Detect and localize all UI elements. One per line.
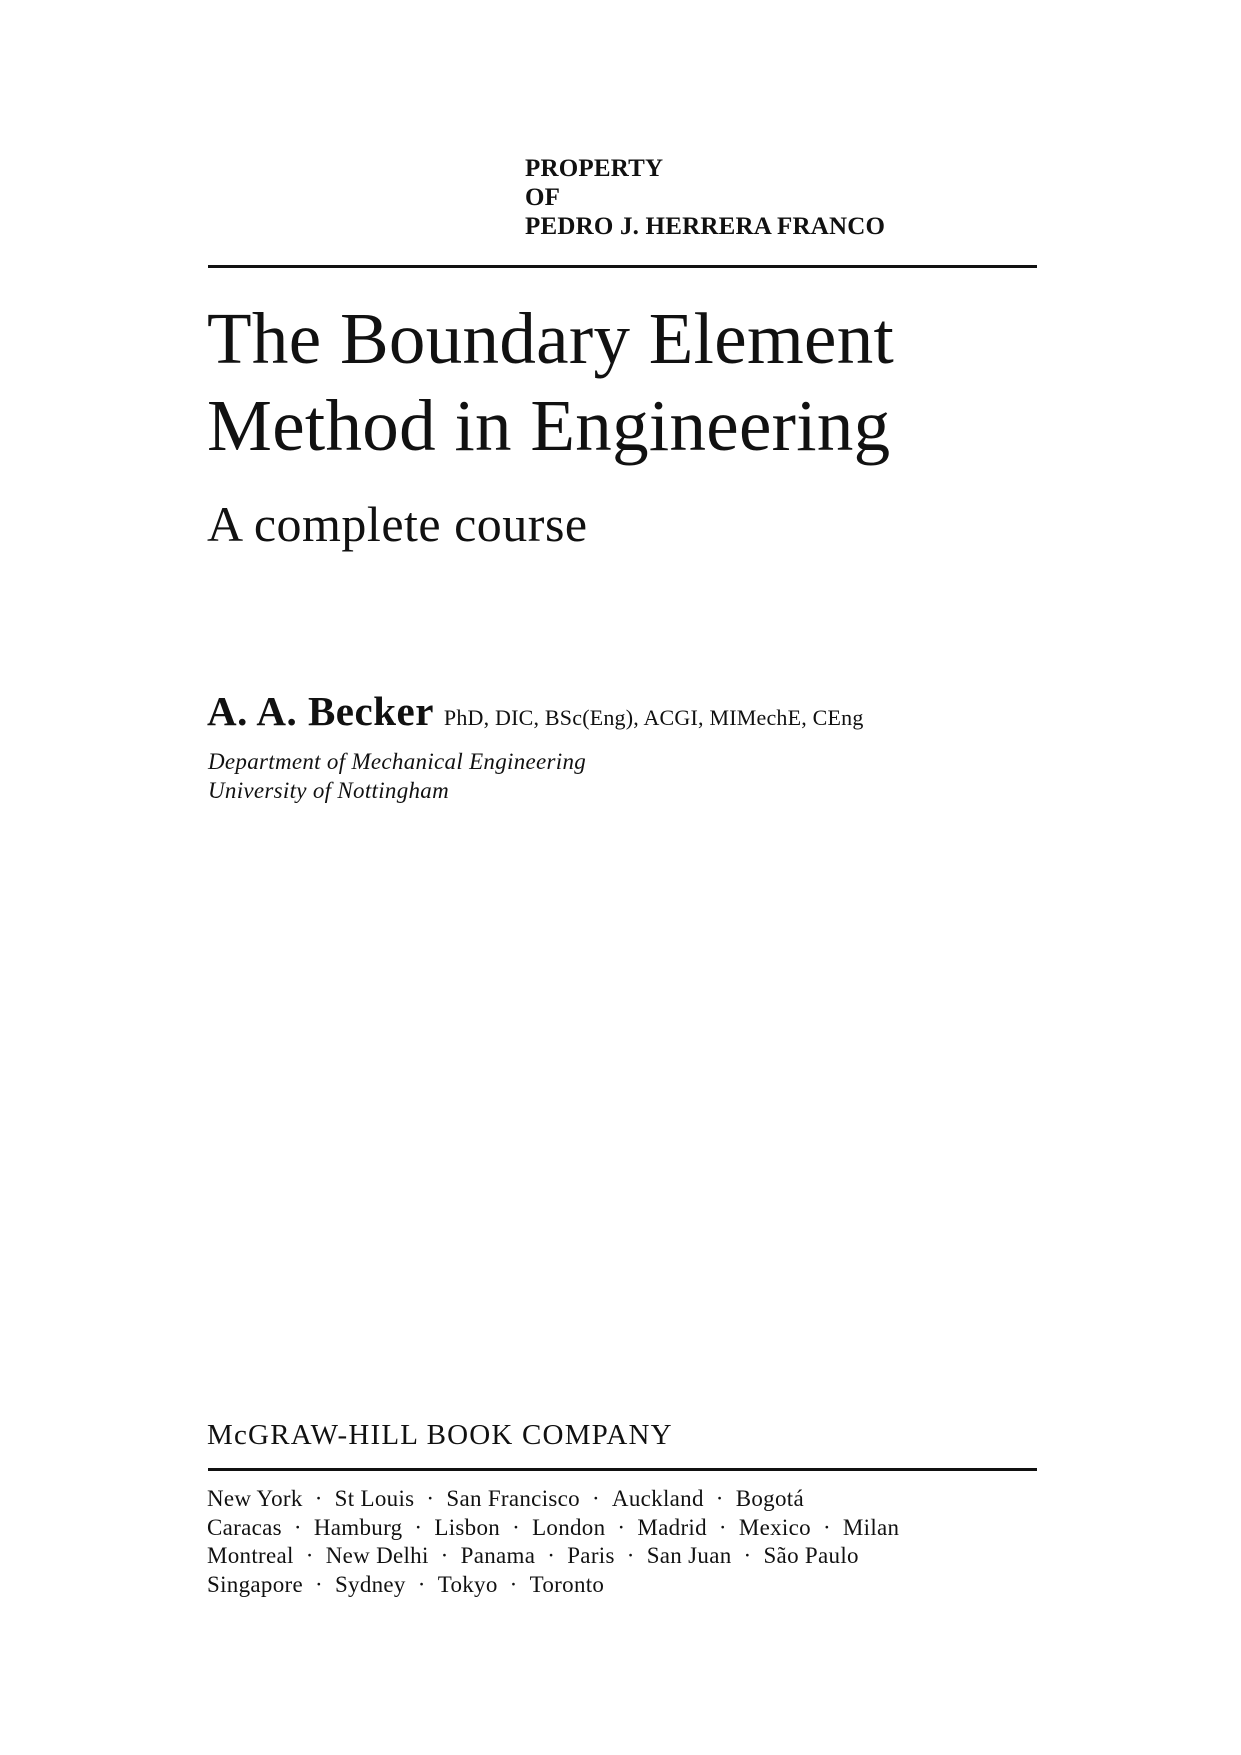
city-name: New Delhi [325,1543,429,1568]
city-row [207,1542,899,1571]
city-separator: · [314,1571,323,1597]
city-name: Panama [460,1543,536,1568]
city-name: Madrid [637,1514,707,1540]
city-name: Tokyo [437,1571,498,1597]
city-separator: · [512,1514,521,1540]
author-university: University of Nottingham [208,778,450,803]
city-name: Hamburg [313,1514,403,1540]
city-separator: · [426,1486,435,1511]
stamp-line-property: PROPERTY [525,155,664,182]
city-separator: · [314,1486,323,1511]
city-name: Auckland [611,1486,704,1511]
bottom-divider [208,1468,1037,1471]
city-separator: · [617,1514,626,1540]
city-name: Toronto [529,1571,605,1597]
city-name: St Louis [334,1486,415,1511]
city-separator: · [305,1543,314,1568]
city-name: San Francisco [446,1486,580,1511]
city-separator: · [547,1543,556,1568]
author-line [207,686,864,746]
city-separator: · [743,1543,752,1568]
city-name: Mexico [738,1514,811,1540]
city-name: Paris [567,1543,615,1568]
city-name: Sydney [334,1571,406,1597]
city-separator: · [715,1486,724,1511]
publisher-name: McGRAW-HILL BOOK COMPANY [207,1419,673,1451]
city-separator: · [417,1571,426,1597]
city-separator: · [626,1543,635,1568]
city-separator: · [822,1514,831,1540]
city-name: San Juan [646,1543,732,1568]
city-name: London [532,1514,606,1540]
city-name: Lisbon [434,1514,501,1540]
publisher-cities [207,1485,899,1599]
city-name: São Paulo [763,1543,859,1568]
title-line-2: Method in Engineering [207,385,891,466]
book-subtitle: A complete course [207,496,588,552]
book-title [207,295,894,469]
city-row [207,1571,899,1600]
stamp-line-of: OF [525,184,561,211]
city-separator: · [591,1486,600,1511]
city-name: New York [207,1486,303,1511]
city-name: Singapore [207,1571,303,1597]
city-name: Milan [842,1514,900,1540]
title-line-1: The Boundary Element [207,298,895,379]
city-separator: · [293,1514,302,1540]
city-name: Montreal [207,1543,294,1568]
author-department: Department of Mechanical Engineering [208,749,587,774]
city-name: Caracas [207,1514,282,1540]
city-separator: · [718,1514,727,1540]
author-name: A. A. Becker [207,688,434,734]
city-separator: · [509,1571,518,1597]
city-row [207,1514,899,1543]
city-name: Bogotá [735,1486,804,1511]
ownership-stamp [525,154,885,241]
city-row [207,1485,899,1514]
author-qualifications: PhD, DIC, BSc(Eng), ACGI, MIMechE, CEng [443,705,864,730]
city-separator: · [414,1514,423,1540]
city-separator: · [440,1543,449,1568]
top-divider [208,265,1037,268]
stamp-line-owner: PEDRO J. HERRERA FRANCO [525,213,886,240]
